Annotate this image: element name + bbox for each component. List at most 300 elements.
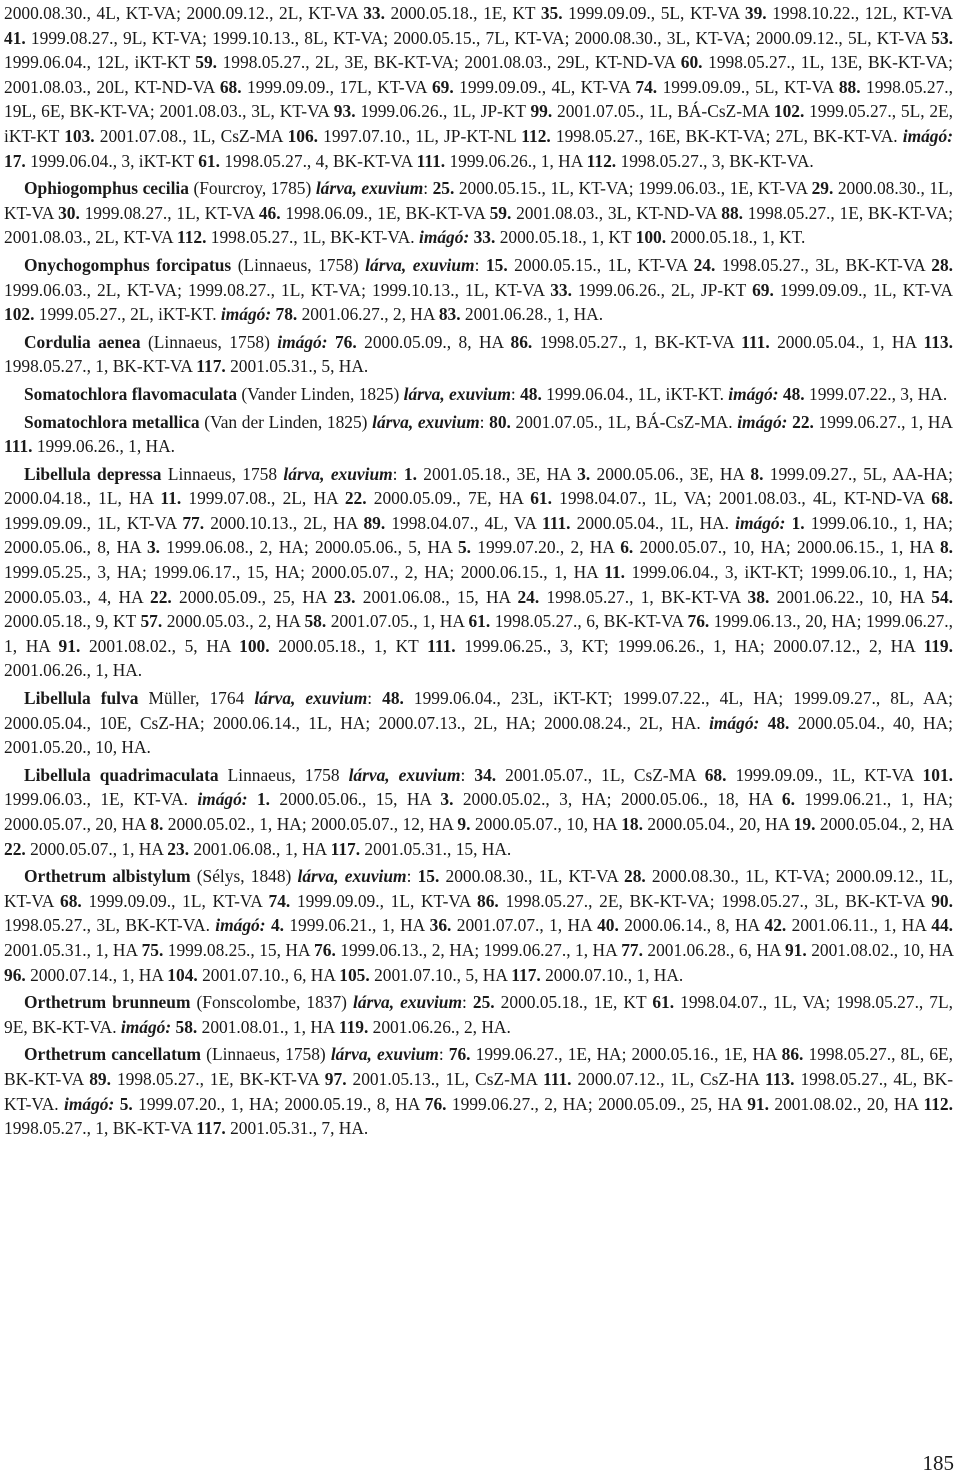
- record-text: 1999.06.25., 3, KT; 1999.06.26., 1, HA; 2000.07.12., 2, HA: [455, 635, 924, 656]
- record-text: 2001.06.08., 15, HA: [355, 586, 518, 607]
- site-number: 117.: [330, 838, 361, 859]
- record-text: 2000.05.04., 40, HA; 2001.05.20., 10, HA.: [4, 712, 953, 758]
- site-number: 35.: [540, 3, 563, 23]
- record-text: 1998.05.27., 8L, 6E, BK-KT-VA: [4, 1044, 953, 1089]
- site-number: 89.: [363, 512, 386, 533]
- record-text: 2000.08.30., 1L, KT-VA; 2000.09.12., 1L, KT-VA: [4, 866, 953, 911]
- record-text: 1998.05.27., 2L, 3E, BK-KT-VA; 2001.08.03., 29L, KT-ND-VA: [217, 52, 681, 73]
- record-text: 2000.05.18., 1E, KT: [494, 992, 653, 1013]
- record-text: 1998.04.07., 4L, VA: [385, 512, 542, 533]
- record-text: 2001.06.27., 2, HA: [297, 304, 439, 325]
- site-number: 17.: [4, 150, 26, 171]
- site-number: 11.: [160, 488, 182, 509]
- site-number: 25.: [472, 992, 495, 1013]
- life-stage-label: imágó:: [220, 304, 272, 325]
- site-number: 33.: [550, 279, 572, 300]
- site-number: 117.: [196, 1118, 226, 1139]
- site-number: 24.: [693, 254, 716, 275]
- site-number: 88.: [838, 76, 861, 97]
- species-record-paragraph: [4, 864, 953, 987]
- record-text: 2001.05.31., 15, HA.: [360, 838, 512, 859]
- site-number: 111.: [542, 1068, 572, 1089]
- record-text: :: [438, 1044, 449, 1065]
- record-text: (Linnaeus, 1758): [140, 331, 278, 352]
- site-number: 88.: [721, 202, 744, 223]
- site-number: 4.: [270, 915, 284, 936]
- record-text: 2001.08.02., 5, HA: [80, 635, 240, 656]
- site-number: 39.: [744, 3, 767, 23]
- site-number: 15.: [485, 254, 508, 275]
- site-number: 41.: [4, 27, 26, 48]
- site-number: 61.: [530, 488, 552, 509]
- site-number: 46.: [258, 202, 281, 223]
- site-number: 111.: [416, 150, 446, 171]
- site-number: 117.: [196, 356, 226, 377]
- site-number: 22.: [150, 586, 172, 607]
- record-text: 1999.07.20., 2, HA: [471, 537, 621, 558]
- record-text: 1999.06.03., 1E, KT-VA.: [4, 789, 198, 810]
- life-stage-label: lárva, exuvium: [330, 1044, 439, 1065]
- site-number: 3.: [577, 463, 591, 484]
- record-text: 1998.06.09., 1E, BK-KT-VA: [280, 202, 490, 223]
- record-text: 2000.05.09., 8, HA: [356, 331, 511, 352]
- site-number: 1.: [256, 789, 271, 810]
- life-stage-label: imágó:: [709, 712, 760, 733]
- record-text: 2000.05.06., 15, HA: [270, 789, 441, 810]
- record-text: 1998.05.27., 16E, BK-KT-VA; 27L, BK-KT-VA.: [550, 125, 903, 146]
- record-text: 2000.08.30., 1L, KT-VA: [4, 178, 953, 223]
- site-number: 22.: [4, 838, 26, 859]
- site-number: 8.: [750, 463, 764, 484]
- site-number: 18.: [621, 814, 643, 834]
- life-stage-label: lárva, exuvium: [353, 992, 462, 1013]
- record-text: 2000.05.15., 1L, KT-VA: [507, 254, 694, 275]
- record-text: 1998.05.27., 1E, BK-KT-VA: [110, 1068, 325, 1089]
- record-text: :: [461, 992, 473, 1013]
- life-stage-label: lárva, exuvium: [315, 178, 424, 199]
- site-number: 102.: [773, 101, 805, 122]
- site-number: 106.: [287, 125, 319, 146]
- site-number: 112.: [521, 125, 551, 146]
- site-number: 3.: [440, 789, 454, 810]
- record-text: :: [423, 178, 433, 199]
- record-text: 1999.06.04., 12L, iKT-KT: [4, 52, 196, 73]
- record-text: 2000.05.02., 3, HA; 2000.05.06., 18, HA: [453, 789, 782, 810]
- record-text: 2000.06.14., 8, HA: [618, 915, 765, 936]
- record-text: :: [406, 866, 418, 887]
- record-text: 2000.05.03., 2, HA: [162, 611, 305, 632]
- site-number: 40.: [597, 915, 619, 936]
- site-number: 48.: [382, 688, 404, 709]
- record-text: 1998.05.27., 3, BK-KT-VA.: [616, 150, 814, 171]
- record-text: 2001.05.31., 1, HA: [4, 939, 142, 960]
- site-number: 76.: [314, 939, 336, 960]
- record-text: 1998.04.07., 1L, VA; 2001.08.03., 4L, KT-ND-VA: [551, 488, 932, 509]
- record-text: Linnaeus, 1758: [161, 463, 284, 484]
- record-text: 1999.09.09., 1L, KT-VA: [290, 890, 477, 911]
- life-stage-label: lárva, exuvium: [365, 254, 475, 275]
- site-number: 101.: [922, 764, 953, 785]
- site-number: 59.: [489, 202, 512, 223]
- record-text: :: [460, 764, 475, 785]
- record-text: 1999.06.27., 1E, HA; 2000.05.16., 1E, HA: [470, 1044, 782, 1065]
- record-text: 2000.07.12., 1L, CsZ-HA: [571, 1068, 765, 1089]
- site-number: 80.: [489, 411, 511, 432]
- record-text: 2001.06.11., 1, HA: [786, 915, 932, 936]
- species-record-paragraph: [4, 763, 953, 861]
- record-text: 1999.06.08., 2, HA; 2000.05.06., 5, HA: [160, 537, 458, 558]
- site-number: 74.: [268, 890, 291, 911]
- site-number: 68.: [219, 76, 242, 97]
- life-stage-label: imágó:: [215, 915, 266, 936]
- record-text: 2001.05.31., 5, HA.: [225, 356, 369, 377]
- site-number: 97.: [324, 1068, 347, 1089]
- site-number: 29.: [811, 178, 834, 199]
- record-text: 1999.06.13., 20, HA; 1999.06.27., 1, HA: [4, 611, 953, 656]
- species-name: Orthetrum albistylum: [24, 866, 191, 887]
- record-text: 1999.08.27., 9L, KT-VA; 1999.10.13., 8L, KT-VA; 2000.05.15., 7L, KT-VA; 2000.08.30., 3L, KT-VA; 2000.09.12., 5L, KT-VA: [25, 27, 932, 48]
- record-text: 1999.06.26., 2L, JP-KT: [571, 279, 753, 300]
- record-text: :: [474, 254, 486, 275]
- site-number: 90.: [931, 890, 953, 911]
- life-stage-label: imágó:: [737, 411, 788, 432]
- record-text: 1999.06.27., 2, HA; 2000.05.09., 25, HA: [446, 1093, 748, 1114]
- record-text: 2000.05.15., 1L, KT-VA; 1999.06.03., 1E, KT-VA: [454, 178, 812, 199]
- site-number: 22.: [344, 488, 367, 509]
- species-name: Somatochlora metallica: [24, 411, 200, 432]
- species-name: Orthetrum cancellatum: [24, 1044, 202, 1065]
- site-number: 9.: [457, 814, 471, 834]
- site-number: 91.: [747, 1093, 769, 1114]
- site-number: 42.: [764, 915, 787, 936]
- species-name: Cordulia aenea: [24, 331, 141, 352]
- site-number: 76.: [448, 1044, 471, 1065]
- site-number: 5.: [457, 537, 472, 558]
- life-stage-label: lárva, exuvium: [283, 463, 393, 484]
- record-text: 1998.05.27., 1E, BK-KT-VA; 2001.08.03., 2L, KT-VA: [4, 202, 953, 248]
- record-text: 2001.05.07., 1L, CsZ-MA: [496, 764, 705, 785]
- site-number: 86.: [510, 331, 533, 352]
- record-text: (Fourcroy, 1785): [188, 178, 316, 199]
- species-record-paragraph: [4, 330, 953, 379]
- site-number: 111.: [4, 436, 33, 457]
- site-number: 89.: [89, 1068, 111, 1089]
- site-number: 83.: [438, 304, 461, 325]
- life-stage-label: lárva, exuvium: [348, 764, 461, 785]
- record-text: 1999.07.20., 1, HA; 2000.05.19., 8, HA: [132, 1093, 425, 1114]
- site-number: 59.: [195, 52, 217, 73]
- species-record-paragraph: [4, 990, 953, 1039]
- site-number: 61.: [652, 992, 675, 1013]
- record-text: (Van der Linden, 1825): [199, 411, 373, 432]
- site-number: 5.: [119, 1093, 133, 1114]
- record-text: 2001.05.31., 7, HA.: [225, 1118, 369, 1139]
- site-number: 105.: [339, 964, 370, 985]
- site-number: 15.: [417, 866, 440, 887]
- life-stage-label: imágó:: [728, 383, 779, 404]
- record-text: 1999.07.22., 3, HA.: [804, 383, 948, 404]
- record-text: 1999.07.08., 2L, HA: [181, 488, 345, 509]
- record-text: 2001.06.26., 1, HA.: [4, 660, 143, 681]
- site-number: 1.: [791, 512, 805, 533]
- site-number: 8.: [150, 814, 164, 834]
- site-number: 111.: [542, 512, 571, 533]
- record-text: 2001.05.18., 3E, HA: [416, 463, 578, 484]
- record-text: Linnaeus, 1758: [218, 764, 349, 785]
- record-text: (Vander Linden, 1825): [237, 383, 404, 404]
- life-stage-label: imágó:: [277, 331, 328, 352]
- life-stage-label: imágó:: [120, 1016, 172, 1037]
- site-number: 69.: [752, 279, 774, 300]
- record-text: 2000.05.18., 1, KT: [495, 227, 636, 248]
- record-text: 1999.08.25., 15, HA: [163, 939, 315, 960]
- record-text: 2000.08.30., 1L, KT-VA: [439, 866, 624, 887]
- site-number: 74.: [635, 76, 658, 97]
- life-stage-label: lárva, exuvium: [403, 383, 511, 404]
- record-text: 1999.06.04., 23L, iKT-KT; 1999.07.22., 4L, HA; 1999.09.27., 8L, AA; 2000.05.04., 10E, CsZ-HA; 2000.06.14., 1L, HA; 2000.07.13., 2L, HA; 2000.08.24., 2L, HA.: [4, 688, 953, 733]
- site-number: 58.: [304, 611, 327, 632]
- site-number: 113.: [923, 331, 953, 352]
- site-number: 44.: [931, 915, 954, 936]
- record-text: 2001.08.01., 1, HA: [197, 1016, 339, 1037]
- site-number: 76.: [424, 1093, 447, 1114]
- site-number: 6.: [620, 537, 634, 558]
- site-number: 68.: [931, 488, 954, 509]
- site-number: 38.: [747, 586, 770, 607]
- site-number: 58.: [175, 1016, 198, 1037]
- life-stage-label: imágó:: [64, 1093, 115, 1114]
- site-number: 100.: [635, 227, 667, 248]
- record-text: 2000.05.07., 10, HA; 2000.06.15., 1, HA: [633, 537, 940, 558]
- record-text: (Sélys, 1848): [190, 866, 298, 887]
- record-text: 2000.07.10., 1, HA.: [540, 964, 684, 985]
- record-text: 1999.09.09., 1L, KT-VA: [4, 512, 183, 533]
- site-number: 61.: [468, 611, 491, 632]
- record-text: 2001.06.28., 1, HA.: [460, 304, 604, 325]
- record-text: 2001.05.13., 1L, CsZ-MA: [346, 1068, 543, 1089]
- record-text: 1999.08.27., 1L, KT-VA: [79, 202, 259, 223]
- species-name: Ophiogomphus cecilia: [24, 178, 189, 199]
- site-number: 6.: [781, 789, 795, 810]
- species-record-paragraph: [4, 410, 953, 459]
- site-number: 68.: [60, 890, 82, 911]
- record-text: Müller, 1764: [138, 688, 255, 709]
- record-text: 2000.05.04., 2, HA: [815, 814, 953, 834]
- record-text: 2000.05.18., 1E, KT: [384, 3, 541, 23]
- record-text: 2000.05.18., 1, KT: [269, 635, 428, 656]
- record-text: 1998.05.27., 3L, BK-KT-VA.: [4, 915, 216, 936]
- record-text: 2001.06.08., 1, HA: [189, 838, 331, 859]
- record-text: 2001.07.05., 1L, BÁ-CsZ-MA: [552, 101, 774, 122]
- site-number: 111.: [427, 635, 456, 656]
- record-text: 1998.05.27., 19L, 6E, BK-KT-VA; 2001.08.03., 3L, KT-VA: [4, 76, 953, 122]
- site-number: 1.: [403, 463, 417, 484]
- record-text: 1998.05.27., 1L, 13E, BK-KT-VA; 2001.08.03., 20L, KT-ND-VA: [4, 52, 953, 97]
- life-stage-label: lárva, exuvium: [297, 866, 407, 887]
- record-text: 2000.10.13., 2L, HA: [204, 512, 364, 533]
- record-text: 2000.05.04., 1L, HA.: [570, 512, 736, 533]
- species-record-paragraph: [4, 1042, 953, 1140]
- site-number: 86.: [781, 1044, 804, 1065]
- species-name: Onychogomphus forcipatus: [24, 254, 232, 275]
- site-number: 48.: [767, 712, 790, 733]
- species-record-list: [4, 1, 953, 1141]
- site-number: 36.: [429, 915, 452, 936]
- species-record-paragraph: [4, 253, 953, 327]
- record-text: 1998.10.22., 12L, KT-VA: [766, 3, 953, 23]
- record-text: 1999.05.25., 3, HA; 1999.06.17., 15, HA; 2000.05.07., 2, HA; 2000.06.15., 1, HA: [4, 562, 605, 583]
- record-text: 1999.06.03., 2L, KT-VA; 1999.08.27., 1L, KT-VA; 1999.10.13., 1L, KT-VA: [4, 279, 551, 300]
- life-stage-label: imágó:: [419, 227, 470, 248]
- site-number: 54.: [931, 586, 954, 607]
- record-text: [759, 713, 767, 733]
- site-number: 23.: [333, 586, 356, 607]
- species-name: Libellula depressa: [24, 463, 162, 484]
- record-text: 2000.05.06., 3E, HA: [590, 463, 751, 484]
- site-number: 30.: [58, 202, 80, 223]
- site-number: 76.: [687, 611, 710, 632]
- record-text: 2000.05.07., 10, HA: [470, 814, 622, 834]
- site-number: 69.: [431, 76, 454, 97]
- record-text: 2001.06.28., 6, HA: [642, 939, 785, 960]
- record-text: 2000.05.09., 7E, HA: [366, 488, 531, 509]
- life-stage-label: lárva, exuvium: [254, 688, 368, 709]
- record-text: 2001.07.07., 1, HA: [451, 915, 598, 936]
- site-number: 112.: [923, 1093, 953, 1114]
- site-number: 24.: [517, 586, 540, 607]
- record-text: 2000.05.07., 1, HA: [25, 838, 168, 859]
- species-record-paragraph: [4, 382, 953, 407]
- species-name: Libellula quadrimaculata: [24, 764, 219, 785]
- record-text: 1998.05.27., 1, BK-KT-VA: [4, 356, 197, 377]
- record-text: 1999.09.09., 17L, KT-VA: [241, 76, 432, 97]
- record-text: 2001.08.02., 10, HA: [806, 939, 953, 960]
- record-text: 1999.09.09., 1L, KT-VA: [726, 764, 923, 785]
- site-number: 77.: [182, 512, 205, 533]
- record-text: 2000.08.30., 4L, KT-VA; 2000.09.12., 2L, KT-VA: [4, 3, 364, 23]
- species-name: Orthetrum brunneum: [24, 992, 191, 1013]
- record-text: 1998.05.27., 1, BK-KT-VA: [532, 331, 742, 352]
- record-text: 1999.09.27., 5L, AA-HA; 2000.04.18., 1L, HA: [4, 463, 954, 509]
- record-text: 2001.08.02., 20, HA: [768, 1093, 924, 1114]
- record-text: 1999.09.09., 5L, KT-VA: [657, 76, 839, 97]
- record-text: :: [392, 463, 404, 484]
- record-text: 1999.06.26., 1L, JP-KT: [355, 101, 531, 122]
- site-number: 60.: [680, 52, 703, 73]
- site-number: 91.: [58, 635, 81, 656]
- site-number: 113.: [765, 1068, 795, 1089]
- site-number: 68.: [704, 764, 727, 785]
- site-number: 117.: [511, 964, 541, 985]
- site-number: 91.: [784, 939, 807, 960]
- record-text: (Linnaeus, 1758): [231, 254, 366, 275]
- life-stage-label: imágó:: [902, 125, 953, 146]
- record-text: 1999.06.26., 1, HA: [445, 150, 587, 171]
- site-number: 19.: [793, 814, 816, 834]
- life-stage-label: imágó:: [735, 512, 786, 533]
- record-text: 1998.05.27., 1L, BK-KT-VA.: [206, 227, 419, 248]
- record-text: 2001.06.22., 10, HA: [769, 586, 932, 607]
- site-number: 119.: [923, 635, 953, 656]
- site-number: 75.: [141, 939, 164, 960]
- site-number: 25.: [432, 178, 455, 199]
- record-text: 1997.07.10., 1L, JP-KT-NL: [318, 125, 522, 146]
- record-text: 1998.05.27., 4L, BK-KT-VA.: [4, 1068, 954, 1114]
- record-text: 1999.06.10., 1, HA; 2000.05.06., 8, HA: [4, 512, 953, 558]
- site-number: 78.: [275, 304, 298, 325]
- life-stage-label: imágó:: [197, 789, 248, 810]
- site-number: 99.: [530, 101, 553, 122]
- record-text: 2001.07.08., 1L, CsZ-MA: [94, 125, 288, 146]
- record-text: :: [367, 688, 383, 709]
- site-number: 53.: [931, 27, 953, 48]
- record-text: (Fonscolombe, 1837): [190, 992, 354, 1013]
- record-text: 1999.06.21., 1, HA; 2000.05.07., 20, HA: [4, 789, 953, 834]
- record-text: 2000.05.18., 1, KT.: [666, 227, 806, 248]
- site-number: 3.: [146, 537, 160, 558]
- site-number: 102.: [4, 304, 35, 325]
- species-name: Somatochlora flavomaculata: [24, 383, 238, 404]
- site-number: 22.: [792, 411, 814, 432]
- record-text: 1998.05.27., 6, BK-KT-VA: [490, 611, 688, 632]
- record-text: 1999.06.04., 3, iKT-KT: [25, 150, 199, 171]
- site-number: 28.: [931, 254, 953, 275]
- record-text: 2000.05.04., 20, HA: [642, 814, 794, 834]
- record-text: 2001.07.10., 5, HA: [369, 964, 512, 985]
- record-text: 2001.07.10., 6, HA: [197, 964, 340, 985]
- record-text: 1998.05.27., 2E, BK-KT-VA; 1998.05.27., 3L, BK-KT-VA: [498, 890, 932, 911]
- record-text: :: [479, 411, 490, 432]
- record-text: 1998.05.27., 1, BK-KT-VA: [539, 586, 748, 607]
- record-text: [248, 789, 257, 809]
- record-text: 2000.07.14., 1, HA: [25, 964, 168, 985]
- site-number: 8.: [939, 537, 953, 558]
- site-number: 28.: [624, 866, 646, 887]
- site-number: 104.: [167, 964, 198, 985]
- site-number: 100.: [239, 635, 270, 656]
- species-record-paragraph: [4, 686, 953, 760]
- record-text: (Linnaeus, 1758): [201, 1044, 331, 1065]
- record-text: 1998.05.27., 3L, BK-KT-VA: [715, 254, 932, 275]
- site-number: 93.: [333, 101, 356, 122]
- species-name: Libellula fulva: [24, 688, 139, 709]
- record-text: 2001.06.26., 2, HA.: [368, 1016, 511, 1037]
- site-number: 57.: [140, 611, 163, 632]
- site-number: 76.: [334, 331, 357, 352]
- record-text: 1999.09.09., 1L, KT-VA: [81, 890, 269, 911]
- record-text: 2000.05.18., 9, KT: [4, 611, 141, 632]
- record-text: 1999.09.09., 1L, KT-VA: [773, 279, 953, 300]
- record-text: 2001.07.05., 1, HA: [326, 611, 469, 632]
- site-number: 119.: [338, 1016, 369, 1037]
- site-number: 103.: [64, 125, 95, 146]
- site-number: 61.: [198, 150, 220, 171]
- record-text: 1999.05.27., 2L, iKT-KT.: [34, 304, 221, 325]
- record-text: 1999.09.09., 4L, KT-VA: [453, 76, 636, 97]
- record-text: 1999.06.04., 1L, iKT-KT.: [541, 383, 729, 404]
- site-number: 33.: [363, 3, 385, 23]
- record-text: 2000.05.02., 1, HA; 2000.05.07., 12, HA: [163, 814, 458, 834]
- species-record-paragraph: [4, 176, 953, 250]
- record-text: 1999.05.27., 5L, 2E, iKT-KT: [4, 101, 954, 146]
- site-number: 96.: [4, 964, 26, 985]
- record-text: :: [510, 383, 521, 404]
- record-text: 1998.05.27., 1, BK-KT-VA: [4, 1118, 197, 1139]
- record-text: 2000.05.04., 1, HA: [769, 331, 924, 352]
- site-number: 111.: [741, 331, 770, 352]
- record-text: 1999.06.04., 3, iKT-KT; 1999.06.10., 1, HA; 2000.05.03., 4, HA: [4, 562, 953, 607]
- record-text: 1999.06.27., 1, HA: [813, 411, 953, 432]
